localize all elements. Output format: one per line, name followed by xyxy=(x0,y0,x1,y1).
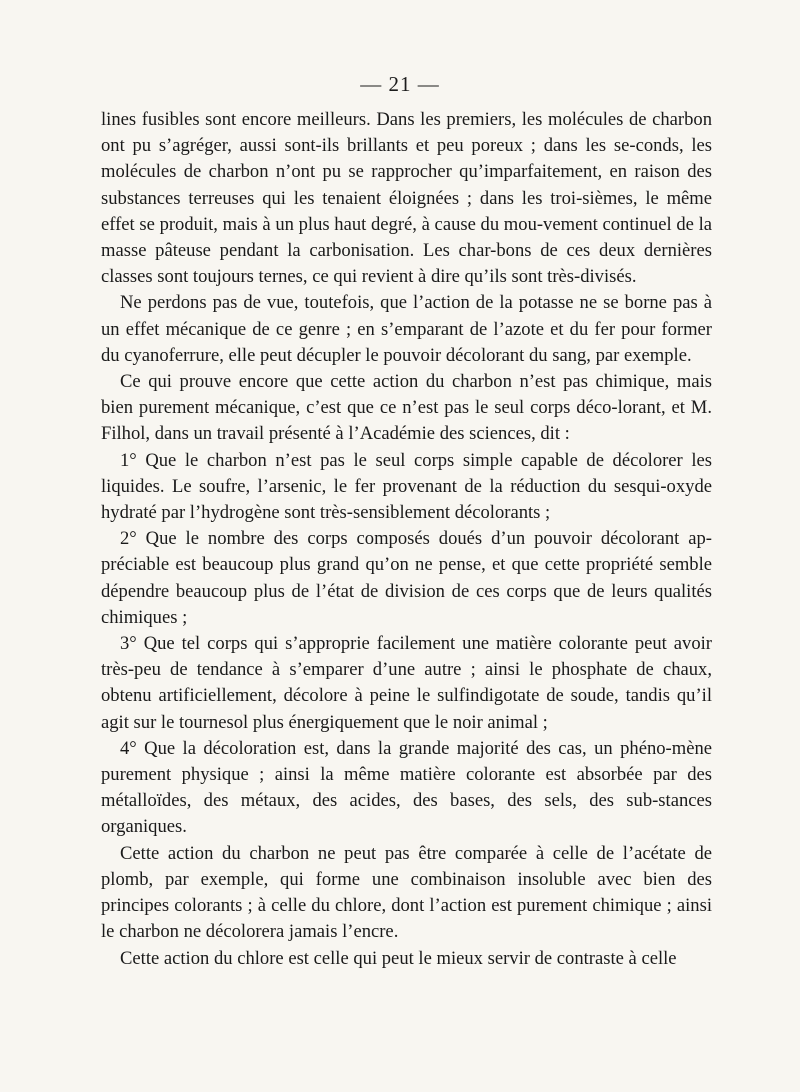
paragraph-7: 4° Que la décoloration est, dans la grande majorité des cas, un phéno-mène purement physique ; ainsi la même matière colorante est absorbée par des métalloïdes, des métaux, des acides, des bases, des sels, des sub-stances organiques. xyxy=(101,737,712,838)
paragraph-6: 3° Que tel corps qui s’approprie facilement une matière colorante peut avoir très-peu de tendance à s’emparer d’une autre ; ainsi le phosphate de chaux, obtenu artificiellement, décolore à peine le sulfindigotate de soude, tandis qu’il agit sur le tournesol plus énergiquement que le noir animal ; xyxy=(101,633,712,733)
paragraph-8: Cette action du charbon ne peut pas être comparée à celle de l’acétate de plomb, par exemple, qui forme une combinaison insoluble avec bien des principes colorants ; à celle du chlore, dont l’action est purement chimique ; ainsi le charbon ne décolorera jamais l’encre. xyxy=(101,842,712,943)
paragraph-5: 2° Que le nombre des corps composés doués d’un pouvoir décolorant ap-préciable est beaucoup plus grand qu’on ne pense, et que cette propriété semble dépendre beaucoup plus de l’état de division de ces corps que de leurs qualités chimiques ; xyxy=(101,528,712,628)
paragraph-4: 1° Que le charbon n’est pas le seul corps simple capable de décolorer les liquides. Le soufre, l’arsenic, le fer provenant de la réduction du sesqui-oxyde hydraté par l’hydrogène sont très-sensiblement décolorants ; xyxy=(101,449,712,524)
paragraph-3: Ce qui prouve encore que cette action du charbon n’est pas chimique, mais bien purement mécanique, c’est que ce n’est pas le seul corps déco-lorant, et M. Filhol, dans un travail présenté à l’Académie des sciences, dit : xyxy=(101,371,712,445)
body-text xyxy=(101,107,712,972)
paragraph-1: lines fusibles sont encore meilleurs. Dans les premiers, les molécules de charbon ont pu s’agréger, aussi sont-ils brillants et peu poreux ; dans les se-conds, les molécules de charbon n’ont pu se rapprocher qu’imparfaitement, en raison des substances terreuses qui les tenaient éloignées ; dans les troi-sièmes, le même effet se produit, mais à un plus haut degré, à cause du mou-vement continuel de la masse pâteuse pendant la carbonisation. Les char-bons de ces deux dernières classes sont toujours ternes, ce qui revient à dire qu’ils sont très-divisés. xyxy=(101,109,712,288)
page-number-header: — 21 — xyxy=(360,72,440,96)
paragraph-2: Ne perdons pas de vue, toutefois, que l’action de la potasse ne se borne pas à un effet mécanique de ce genre ; en s’emparant de l’azote et du fer pour former du cyanoferrure, elle peut décupler le pouvoir décolorant du sang, par exemple. xyxy=(101,292,712,366)
paragraph-9: Cette action du chlore est celle qui peut le mieux servir de contraste à celle xyxy=(120,947,677,969)
